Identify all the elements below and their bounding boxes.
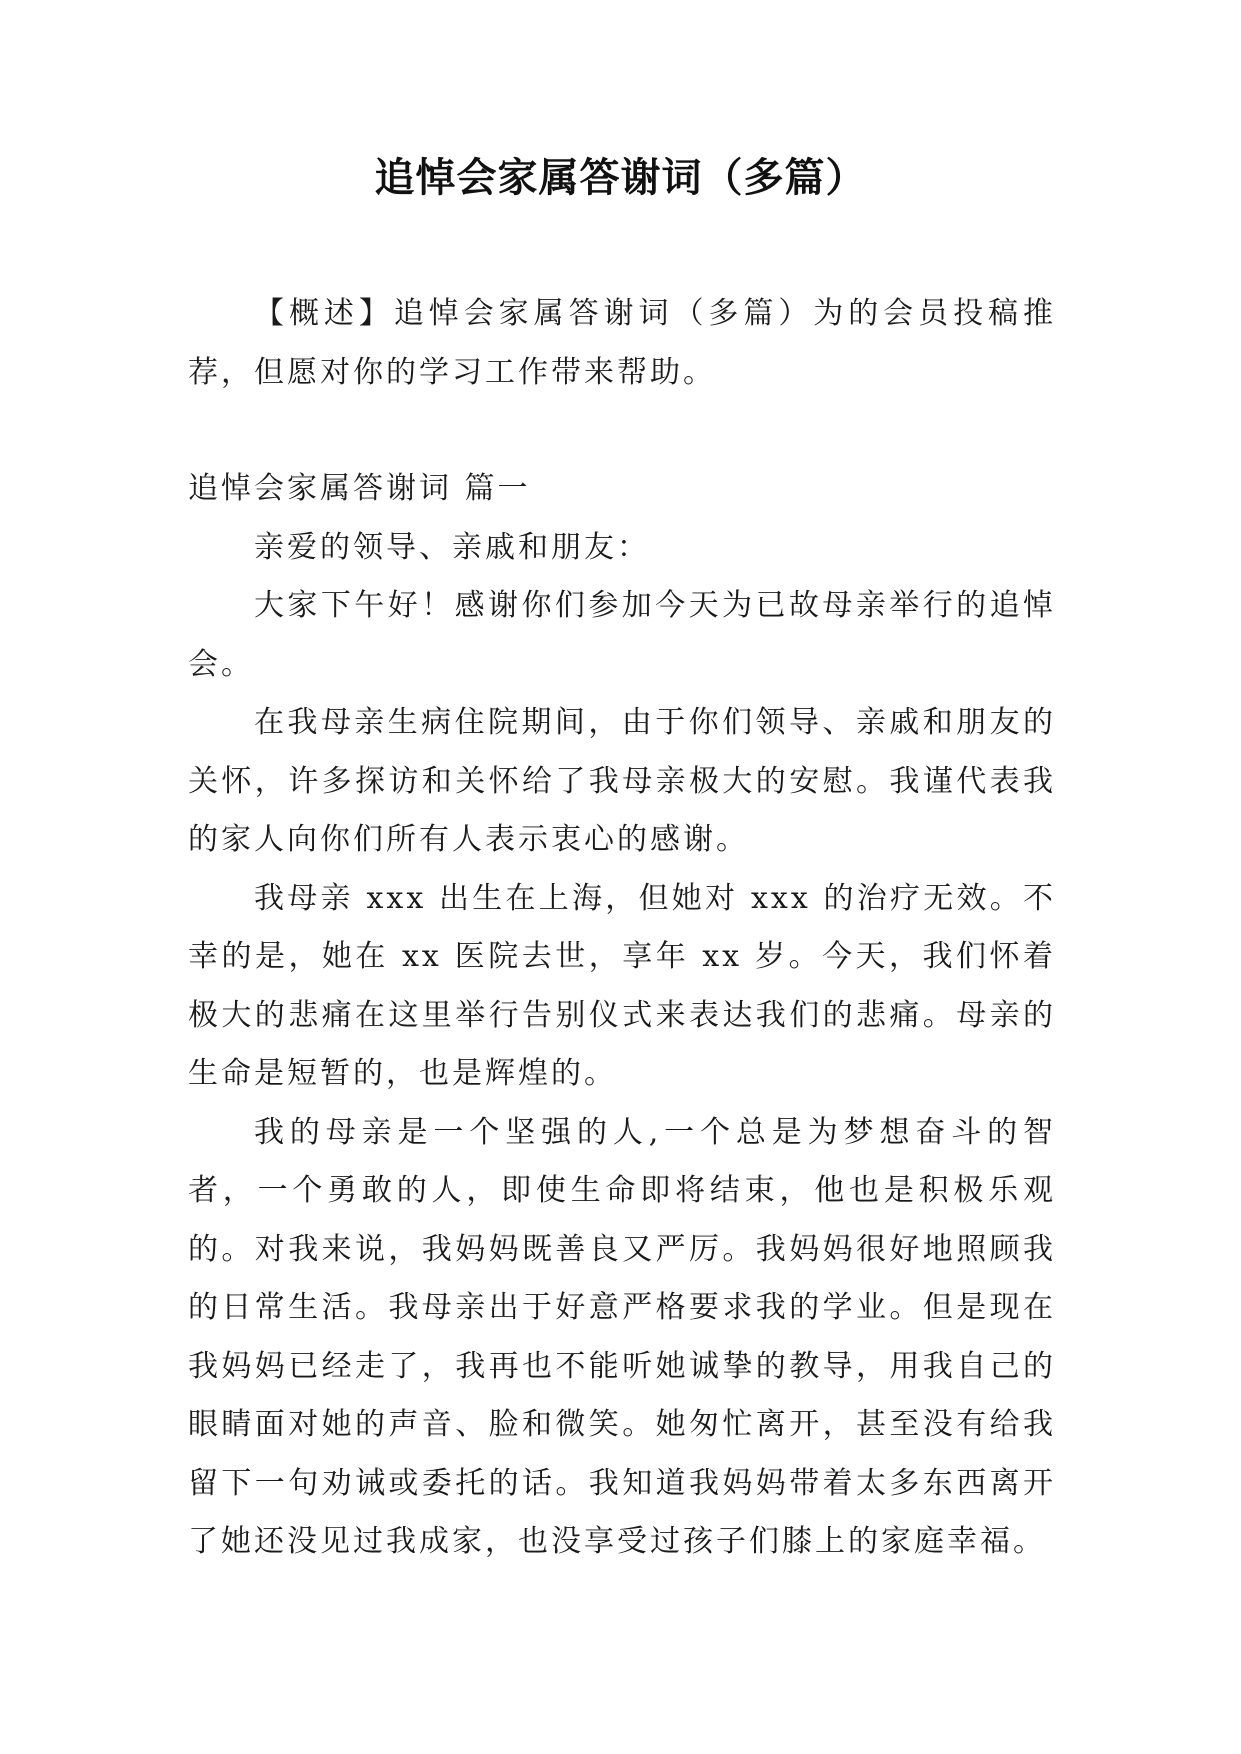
remembrance-paragraph: 我的母亲是一个坚强的人,一个总是为梦想奋斗的智者，一个勇敢的人，即使生命即将结束，他也是积极乐观的。对我来说，我妈妈既善良又严厉。我妈妈很好地照顾我的日常生活。我母亲出于好意严格要求我的学业。但是现在我妈妈已经走了，我再也不能听她诚挚的教导，用我自己的眼睛面对她的声音、脸和微笑。她匆忙离开，甚至没有给我留下一句劝诫或委托的话。我知道我妈妈带着太多东西离开了她还没见过我成家，也没享受过孩子们膝上的家庭幸福。	[188, 1114, 1056, 1559]
biography-paragraph: 我母亲 xxx 出生在上海，但她对 xxx 的治疗无效。不幸的是，她在 xx 医院去世，享年 xx 岁。今天，我们怀着极大的悲痛在这里举行告别仪式来表达我们的悲痛。母亲的生命是短暂的，也是辉煌的。	[188, 880, 1056, 1091]
greeting-paragraph: 大家下午好！感谢你们参加今天为已故母亲举行的追悼会。	[188, 588, 1056, 682]
document-body	[188, 285, 1056, 1572]
document-title: 追悼会家属答谢词（多篇）	[374, 155, 867, 201]
section-heading: 追悼会家属答谢词 篇一	[188, 471, 531, 506]
summary-paragraph: 【概述】追悼会家属答谢词（多篇）为的会员投稿推荐，但愿对你的学习工作带来帮助。	[188, 296, 1056, 390]
thanks-paragraph: 在我母亲生病住院期间，由于你们领导、亲戚和朋友的关怀，许多探访和关怀给了我母亲极大的安慰。我谨代表我的家人向你们所有人表示衷心的感谢。	[188, 705, 1056, 857]
salutation-paragraph: 亲爱的领导、亲戚和朋友：	[254, 529, 650, 565]
paragraph-gap	[188, 402, 1056, 460]
